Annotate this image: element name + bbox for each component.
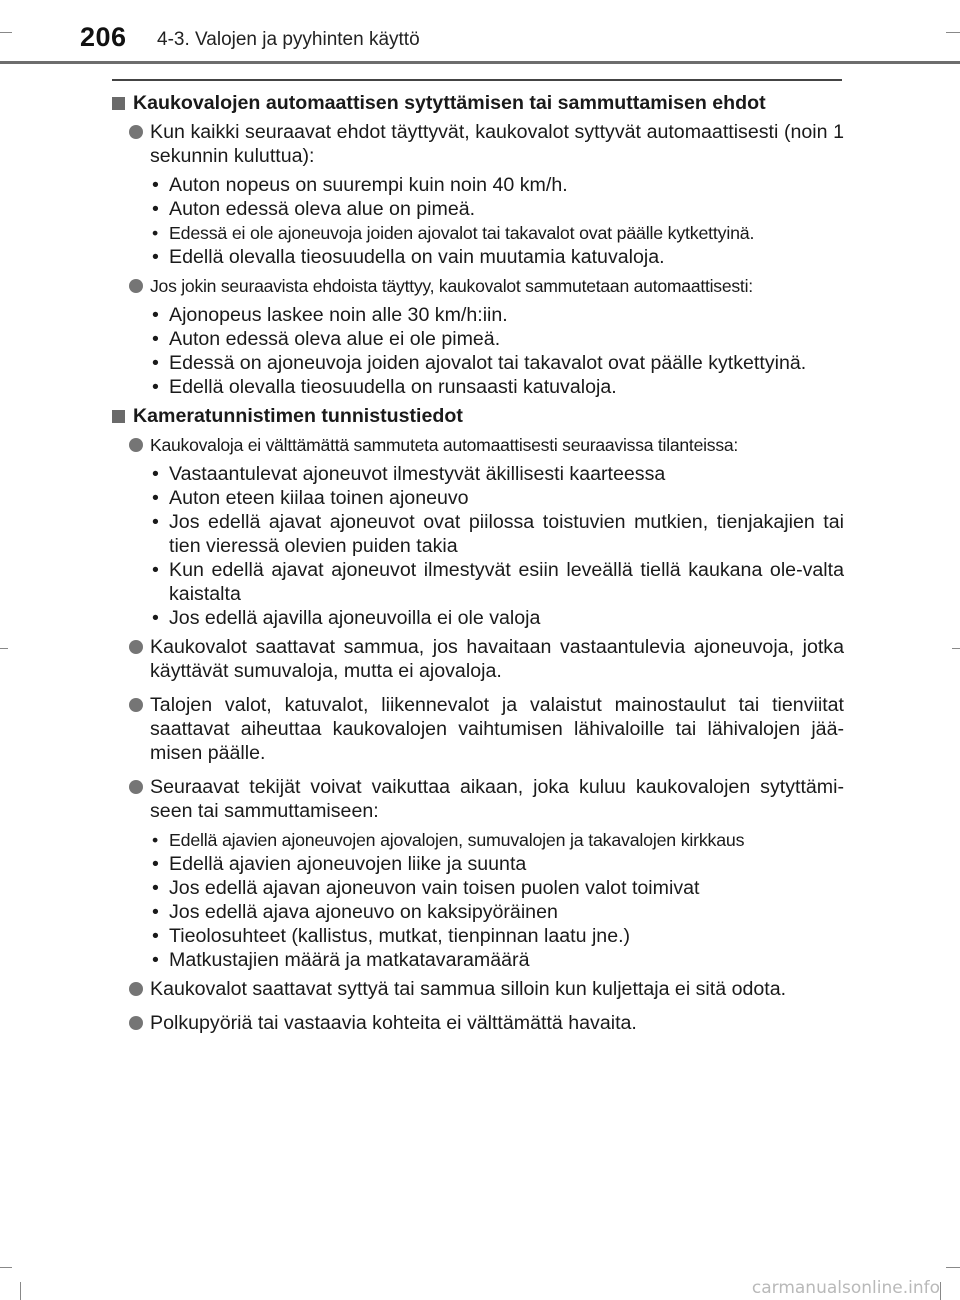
circle-bullet-icon <box>129 279 143 293</box>
crop-mark <box>946 32 960 33</box>
list-item: • Edellä ajavien ajoneuvojen liike ja suunta <box>152 852 844 876</box>
section-heading <box>112 91 844 115</box>
list-item: • Vastaantulevat ajoneuvot ilmestyvät äkillisesti kaarteessa <box>152 462 844 486</box>
crop-mark <box>946 1267 960 1268</box>
list-item: • Edessä on ajoneuvoja joiden ajovalot tai takavalot ovat päälle kytkettyinä. <box>152 351 844 375</box>
list-item: • Jos edellä ajava ajoneuvo on kaksipyöräinen <box>152 900 844 924</box>
paragraph-text: Kaukovaloja ei välttämättä sammuteta automaattisesti seuraavissa tilanteissa: <box>150 435 739 455</box>
paragraph <box>112 120 844 168</box>
list-item: • Auton edessä oleva alue ei ole pimeä. <box>152 327 844 351</box>
crop-mark <box>952 648 960 649</box>
paragraph-text: Polkupyöriä tai vastaavia kohteita ei välttämättä havaita. <box>150 1012 637 1034</box>
bullet-list <box>112 462 844 630</box>
list-item: • Edessä ei ole ajoneuvoja joiden ajovalot tai takavalot ovat päälle kytkettyinä. <box>152 221 844 245</box>
header-divider <box>0 61 960 64</box>
circle-bullet-icon <box>129 698 143 712</box>
crop-mark <box>20 1282 21 1300</box>
list-item: • Auton eteen kiilaa toinen ajoneuvo <box>152 486 844 510</box>
paragraph <box>112 635 844 683</box>
bullet-list <box>112 173 844 269</box>
paragraph-text: Kaukovalot saattavat syttyä tai sammua silloin kun kuljettaja ei sitä odota. <box>150 978 787 1000</box>
list-item: • Jos edellä ajavan ajoneuvon vain toisen puolen valot toimivat <box>152 876 844 900</box>
paragraph <box>112 977 844 1001</box>
paragraph <box>112 693 844 765</box>
paragraph <box>112 274 844 298</box>
list-item: • Edellä ajavien ajoneuvojen ajovalojen, sumuvalojen ja takavalojen kirkkaus <box>152 828 844 852</box>
circle-bullet-icon <box>129 438 143 452</box>
paragraph <box>112 1011 844 1035</box>
list-item: • Ajonopeus laskee noin alle 30 km/h:iin. <box>152 303 844 327</box>
circle-bullet-icon <box>129 1016 143 1030</box>
bullet-list <box>112 303 844 399</box>
paragraph <box>112 775 844 823</box>
crop-mark <box>940 1282 941 1300</box>
list-item: • Jos edellä ajavilla ajoneuvoilla ei ole valoja <box>152 606 844 630</box>
paragraph-text: Jos jokin seuraavista ehdoista täyttyy, kaukovalot sammutetaan automaattisesti: <box>150 276 753 296</box>
list-item: • Kun edellä ajavat ajoneuvot ilmestyvät esiin leveällä tiellä kaukana ole-valta kaistalta <box>152 558 844 606</box>
page-content <box>112 91 844 1045</box>
circle-bullet-icon <box>129 125 143 139</box>
paragraph-text: Kaukovalot saattavat sammua, jos havaitaan vastaantulevia ajoneuvoja, jotka käyttävät sumuvaloja, mutta ei ajovaloja. <box>150 636 844 682</box>
bullet-list <box>112 828 844 972</box>
paragraph-text: Kun kaikki seuraavat ehdot täyttyvät, kaukovalot syttyvät automaattisesti (noin 1 sekunnin kuluttua): <box>150 121 844 167</box>
paragraph-text: Seuraavat tekijät voivat vaikuttaa aikaan, joka kuluu kaukovalojen sytyttämi-seen tai sammuttamiseen: <box>150 776 844 822</box>
circle-bullet-icon <box>129 640 143 654</box>
circle-bullet-icon <box>129 982 143 996</box>
list-item: • Auton nopeus on suurempi kuin noin 40 km/h. <box>152 173 844 197</box>
list-item: • Auton edessä oleva alue on pimeä. <box>152 197 844 221</box>
content-divider <box>112 79 842 81</box>
section-heading-text: Kaukovalojen automaattisen sytyttämisen tai sammuttamisen ehdot <box>133 92 766 114</box>
watermark-link[interactable]: carmanualsonline.info <box>751 1278 940 1298</box>
section-heading <box>112 404 844 428</box>
section-title: 4-3. Valojen ja pyyhinten käyttö <box>157 29 420 50</box>
section-heading-text: Kameratunnistimen tunnistustiedot <box>133 405 463 427</box>
page-number: 206 <box>80 22 127 52</box>
square-bullet-icon <box>112 410 125 423</box>
list-item: • Jos edellä ajavat ajoneuvot ovat piilossa toistuvien mutkien, tienjakajien tai tien vieressä olevien puiden takia <box>152 510 844 558</box>
crop-mark <box>0 32 12 33</box>
crop-mark <box>0 648 8 649</box>
page-header <box>0 0 960 62</box>
paragraph-text: Talojen valot, katuvalot, liikennevalot ja valaistut mainostaulut tai tienviitat saattavat aiheuttaa kaukovalojen vaihtumisen lähivaloille tai lähivalojen jää-misen päälle. <box>150 694 844 764</box>
crop-mark <box>0 1267 12 1268</box>
list-item: • Tieolosuhteet (kallistus, mutkat, tienpinnan laatu jne.) <box>152 924 844 948</box>
square-bullet-icon <box>112 97 125 110</box>
list-item: • Edellä olevalla tieosuudella on runsaasti katuvaloja. <box>152 375 844 399</box>
circle-bullet-icon <box>129 780 143 794</box>
list-item: • Edellä olevalla tieosuudella on vain muutamia katuvaloja. <box>152 245 844 269</box>
paragraph <box>112 433 844 457</box>
list-item: • Matkustajien määrä ja matkatavaramäärä <box>152 948 844 972</box>
